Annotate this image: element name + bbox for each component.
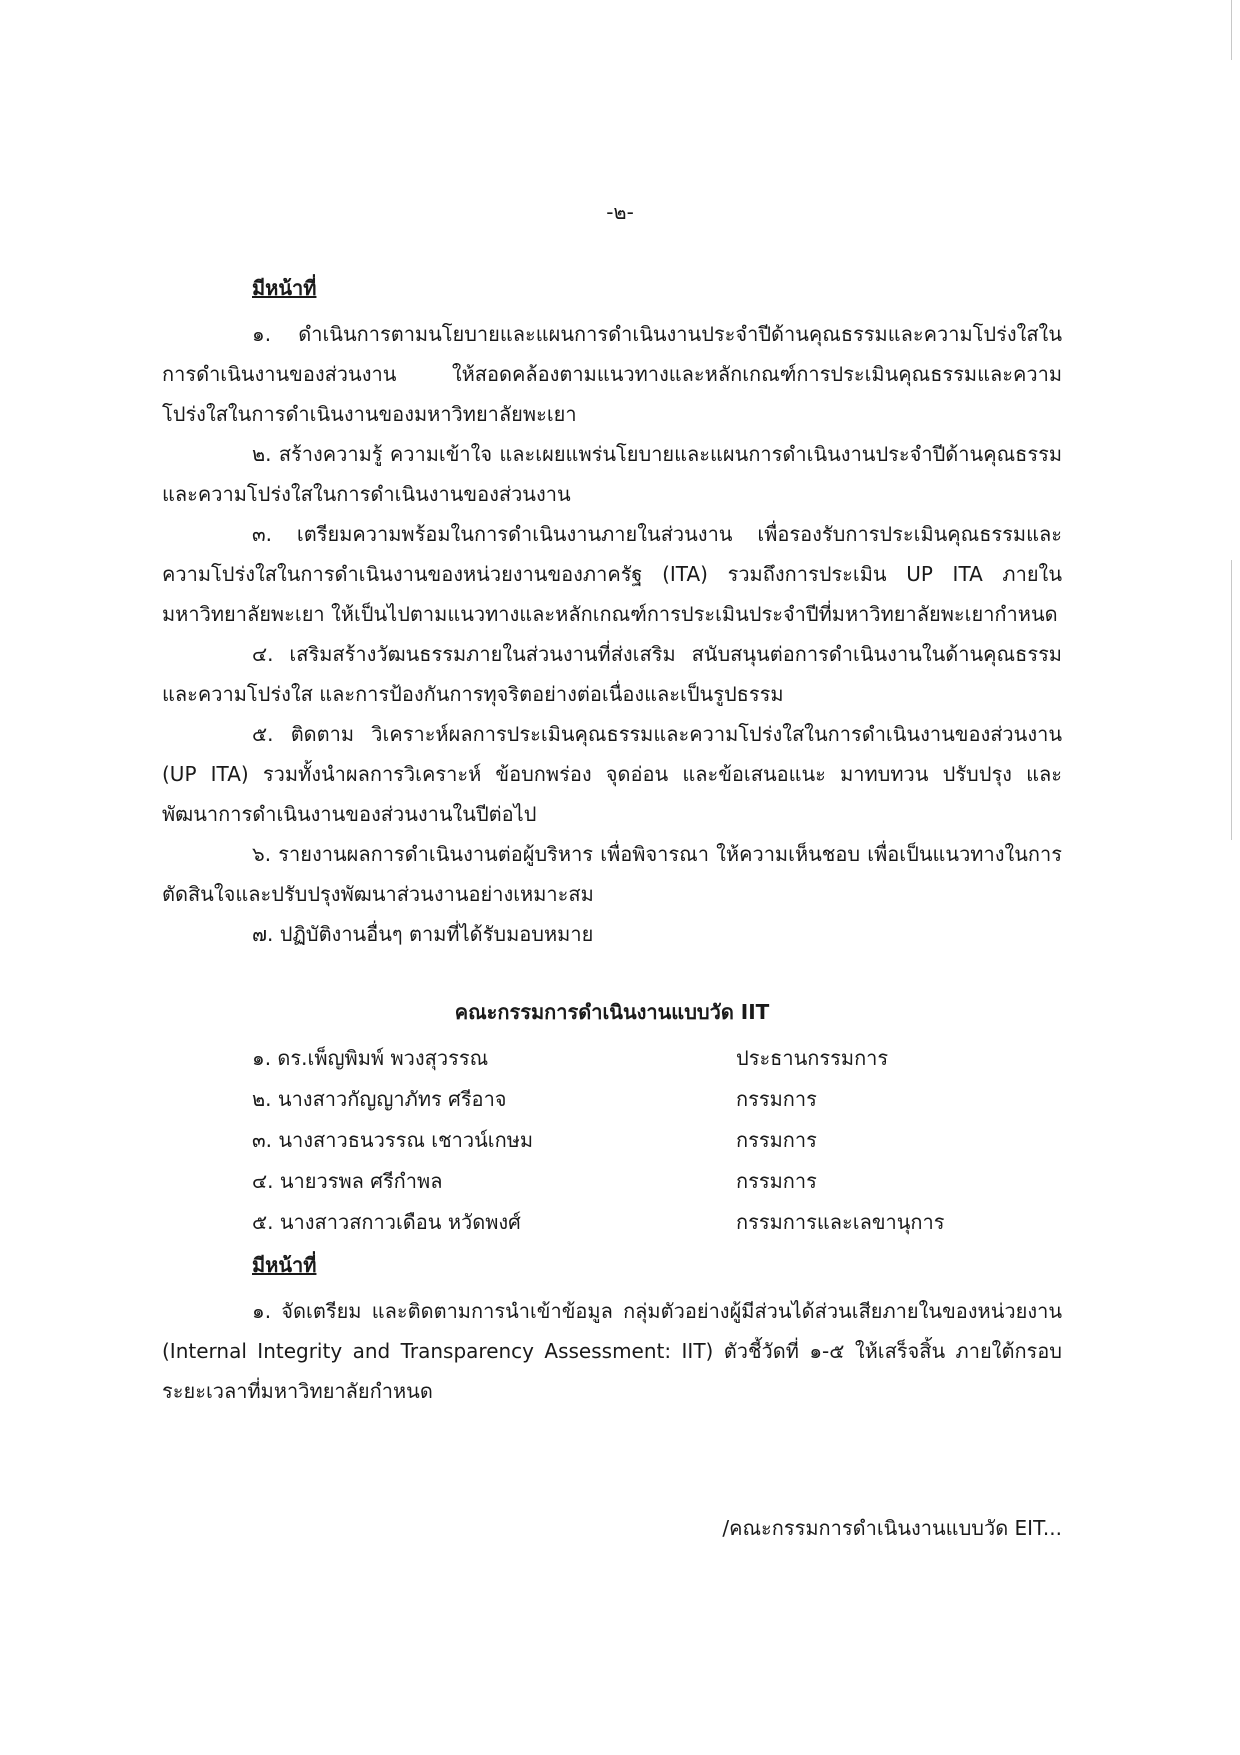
document-body — [162, 268, 1062, 1411]
scan-edge-mark — [1231, 560, 1232, 840]
committee-title: คณะกรรมการดำเนินงานแบบวัด IIT — [454, 1000, 770, 1024]
scan-edge-mark — [1231, 0, 1232, 60]
duty-item: ๑. จัดเตรียม และติดตามการนำเข้าข้อมูล กลุ่มตัวอย่างผู้มีส่วนได้ส่วนเสียภายในของหน่วยงาน (Internal Integrity and Transparency Assessment: IIT) ตัวชี้วัดที่ ๑-๕ ให้เสร็จสิ้น ภายใต้กรอบระยะเวลาที่มหาวิทยาลัยกำหนด — [162, 1299, 1062, 1403]
committee-member — [162, 1161, 1062, 1202]
committee-member — [162, 1120, 1062, 1161]
member-role: กรรมการ — [736, 1087, 817, 1111]
member-name: ๓. นางสาวธนวรรณ เชาวน์เกษม — [252, 1128, 534, 1152]
duty-item: ๑. ดำเนินการตามนโยบายและแผนการดำเนินงานประจำปีด้านคุณธรรมและความโปร่งใสในการดำเนินงานของส่วนงาน ให้สอดคล้องตามแนวทางและหลักเกณฑ์การประเมินคุณธรรมและความโปร่งใสในการดำเนินงานของมหาวิทยาลัยพะเยา — [162, 322, 1062, 426]
duty-item: ๗. ปฏิบัติงานอื่นๆ ตามที่ได้รับมอบหมาย — [252, 922, 594, 946]
committee-member — [162, 1079, 1062, 1120]
duty-item: ๒. สร้างความรู้ ความเข้าใจ และเผยแพร่นโยบายและแผนการดำเนินงานประจำปีด้านคุณธรรมและความโปร่งใสในการดำเนินงานของส่วนงาน — [162, 442, 1062, 506]
member-role: กรรมการและเลขานุการ — [736, 1210, 945, 1234]
continuation-note: /คณะกรรมการดำเนินงานแบบวัด EIT... — [722, 1516, 1062, 1540]
member-role: กรรมการ — [736, 1169, 817, 1193]
duties-heading: มีหน้าที่ — [252, 1253, 317, 1277]
duty-item: ๔. เสริมสร้างวัฒนธรรมภายในส่วนงานที่ส่งเสริม สนับสนุนต่อการดำเนินงานในด้านคุณธรรมและความโปร่งใส และการป้องกันการทุจริตอย่างต่อเนื่องและเป็นรูปธรรม — [162, 642, 1062, 706]
member-role: ประธานกรรมการ — [736, 1046, 889, 1070]
member-name: ๒. นางสาวกัญญาภัทร ศรีอาจ — [252, 1087, 507, 1111]
member-name: ๑. ดร.เพ็ญพิมพ์ พวงสุวรรณ — [252, 1046, 489, 1070]
committee-member — [162, 1038, 1062, 1079]
member-name: ๔. นายวรพล ศรีกำพล — [252, 1169, 443, 1193]
duties-heading: มีหน้าที่ — [252, 276, 317, 300]
member-name: ๕. นางสาวสกาวเดือน หวัดพงศ์ — [252, 1210, 521, 1234]
duty-item: ๖. รายงานผลการดำเนินงานต่อผู้บริหาร เพื่อพิจารณา ให้ความเห็นชอบ เพื่อเป็นแนวทางในการตัดสินใจและปรับปรุงพัฒนาส่วนงานอย่างเหมาะสม — [162, 842, 1062, 906]
committee-member — [162, 1202, 1062, 1243]
member-role: กรรมการ — [736, 1128, 817, 1152]
duty-item: ๓. เตรียมความพร้อมในการดำเนินงานภายในส่วนงาน เพื่อรองรับการประเมินคุณธรรมและความโปร่งใสในการดำเนินงานของหน่วยงานของภาครัฐ (ITA) รวมถึงการประเมิน UP ITA ภายในมหาวิทยาลัยพะเยา ให้เป็นไปตามแนวทางและหลักเกณฑ์การประเมินประจำปีที่มหาวิทยาลัยพะเยากำหนด — [162, 522, 1062, 626]
duty-item: ๕. ติดตาม วิเคราะห์ผลการประเมินคุณธรรมและความโปร่งใสในการดำเนินงานของส่วนงาน (UP ITA) รวมทั้งนำผลการวิเคราะห์ ข้อบกพร่อง จุดอ่อน และข้อเสนอแนะ มาทบทวน ปรับปรุง และพัฒนาการดำเนินงานของส่วนงานในปีต่อไป — [162, 722, 1062, 826]
page-number: -๒- — [606, 200, 634, 224]
